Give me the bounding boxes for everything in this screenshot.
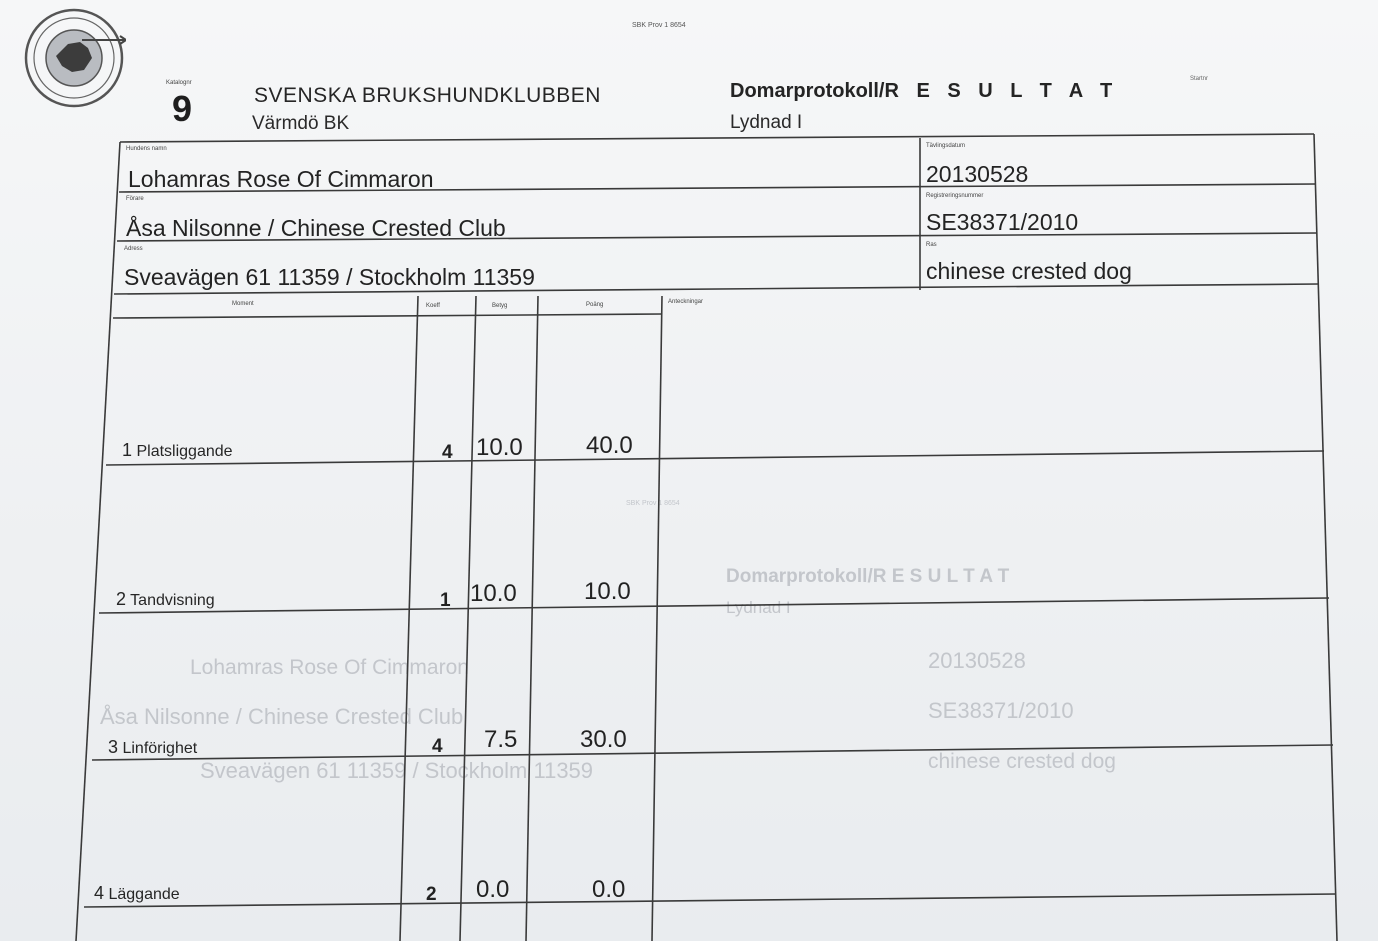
date-label: Tävlingsdatum: [926, 143, 966, 149]
col-header-betyg: Betyg: [492, 303, 508, 309]
dog-name-value: Lohamras Rose Of Cimmaron: [128, 166, 434, 192]
table-row-betyg: 0.0: [476, 876, 510, 903]
table-row-koeff: 4: [442, 442, 453, 463]
bleed-reg: SE38371/2010: [928, 698, 1074, 723]
table-row-moment: 3 Linförighet: [108, 737, 198, 757]
table-row-poang: 0.0: [592, 876, 626, 903]
owner-value: Åsa Nilsonne / Chinese Crested Club: [126, 215, 506, 241]
bleed-title: Domarprotokoll/R E S U L T A T: [726, 566, 1010, 587]
address-value: Sveavägen 61 11359 / Stockholm 11359: [124, 264, 535, 290]
breed-value: chinese crested dog: [926, 258, 1132, 284]
title-result: R E S U L T A T: [884, 80, 1119, 102]
table-row-moment: 2 Tandvisning: [116, 589, 215, 609]
reg-value: SE38371/2010: [926, 209, 1079, 235]
bleed-address: Sveavägen 61 11359 / Stockholm 11359: [200, 758, 594, 783]
table-row-poang: 40.0: [586, 432, 633, 459]
dog-name-label: Hundens namn: [126, 146, 167, 152]
owner-label: Förare: [126, 196, 144, 202]
table-row-betyg: 10.0: [470, 580, 517, 607]
col-header-anteckningar: Anteckningar: [668, 299, 704, 305]
bleed-form-id: SBK Prov 1 8654: [626, 500, 680, 507]
document-subtitle: Lydnad I: [730, 112, 803, 133]
table-row-poang: 30.0: [580, 726, 627, 753]
table-row-koeff: 1: [440, 590, 451, 611]
table-row-koeff: 2: [426, 884, 437, 905]
table-row-koeff: 4: [432, 736, 443, 757]
table-row-moment: 4 Läggande: [94, 883, 180, 903]
col-header-poang: Poäng: [586, 302, 604, 308]
table-row-moment: 1 Platsliggande: [122, 440, 233, 460]
form-id: SBK Prov 1 8654: [632, 22, 686, 29]
bleed-subtitle: Lydnad I: [726, 598, 791, 617]
katalog-label: Katalognr: [166, 80, 192, 86]
table-row-betyg: 7.5: [484, 726, 518, 753]
katalog-number: 9: [172, 88, 193, 129]
date-value: 20130528: [926, 161, 1029, 187]
start-number-label: Startnr: [1190, 76, 1209, 82]
organization-name: SVENSKA BRUKSHUNDKLUBBEN: [254, 84, 601, 107]
table-row-betyg: 10.0: [476, 434, 523, 461]
breed-label: Ras: [926, 242, 937, 248]
col-header-moment: Moment: [232, 301, 254, 307]
address-label: Adress: [124, 246, 143, 252]
bleed-date: 20130528: [928, 648, 1026, 673]
bleed-breed: chinese crested dog: [928, 750, 1116, 773]
bleed-dog-name: Lohamras Rose Of Cimmaron: [190, 656, 469, 679]
bleed-owner: Åsa Nilsonne / Chinese Crested Club: [100, 704, 464, 729]
club-name: Värmdö BK: [252, 113, 350, 134]
title-prefix: Domarprotokoll/: [730, 80, 885, 102]
reg-label: Registreringsnummer: [926, 193, 984, 199]
col-header-koeff: Koeff: [426, 303, 440, 309]
table-row-poang: 10.0: [584, 578, 631, 605]
